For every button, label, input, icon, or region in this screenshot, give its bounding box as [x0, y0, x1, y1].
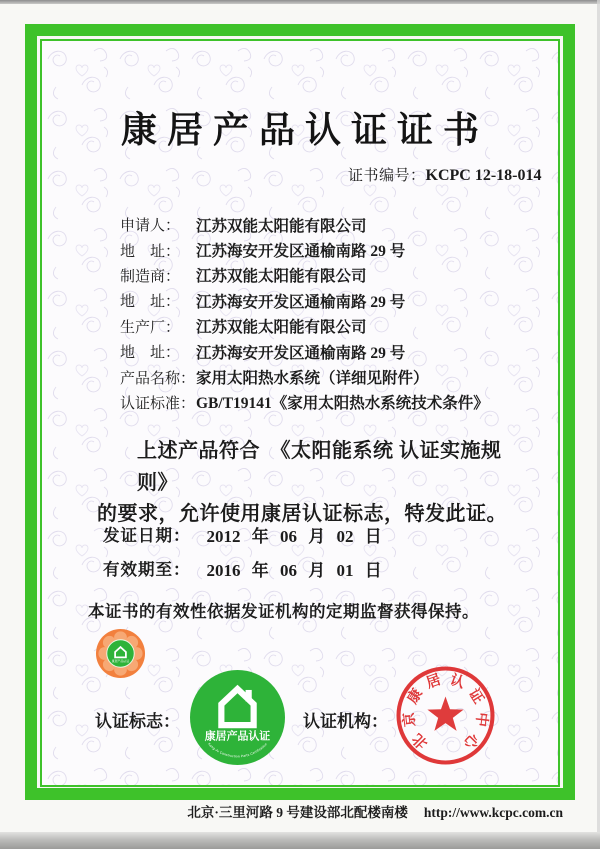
- field-label: 地 址：: [120, 345, 181, 362]
- field-label: 生产厂：: [120, 319, 181, 336]
- field-label: 认证标准：: [120, 395, 196, 412]
- certificate-title: 康居产品认证证书: [120, 110, 489, 150]
- field-value: 江苏海安开发区通榆南路 29 号: [196, 243, 406, 261]
- expiry-date-value: 2016 年 06 月 01 日: [206, 560, 382, 580]
- issue-date-value: 2012 年 06 月 02 日: [206, 526, 382, 546]
- seal-star-icon: [427, 697, 463, 731]
- field-row-standard: [120, 390, 556, 415]
- certification-mark-label: 认证标志：: [95, 712, 180, 731]
- info-fields: [120, 212, 556, 415]
- field-row-address-3: [120, 339, 556, 364]
- date-fields: [103, 517, 382, 585]
- kangju-certification-logo: [190, 670, 285, 765]
- field-label: 地 址：: [120, 243, 181, 260]
- validity-note: 本证书的有效性依据发证机构的定期监督获得保持。: [88, 602, 479, 621]
- certificate-number-value: KCPC 12-18-014: [425, 167, 542, 184]
- issue-date-row: [103, 517, 382, 551]
- field-value: 江苏双能太阳能有限公司: [196, 217, 367, 235]
- logo-subtext: Kang-Ju Construction Parts Certification: [206, 742, 269, 759]
- field-row-manufacturer: [120, 263, 556, 288]
- footer: [0, 801, 563, 821]
- svg-text:京: 京: [401, 711, 419, 728]
- scan-edge-top: [0, 0, 600, 4]
- svg-text:心: 心: [459, 729, 482, 752]
- svg-text:居: 居: [424, 671, 444, 692]
- svg-text:证: 证: [465, 686, 487, 707]
- field-value: 江苏双能太阳能有限公司: [196, 268, 367, 286]
- svg-text:北: 北: [409, 729, 432, 752]
- field-label: 产品名称：: [120, 370, 196, 387]
- field-row-factory: [120, 314, 556, 339]
- field-row-address-2: [120, 288, 556, 313]
- logo-text: 康居产品认证: [204, 730, 271, 743]
- field-row-address-1: [120, 237, 556, 262]
- field-label: 地 址：: [120, 294, 181, 311]
- certificate-number: [348, 164, 542, 185]
- scan-edge-bottom: [0, 832, 600, 849]
- field-label: 申请人：: [120, 218, 181, 235]
- expiry-date-row: [103, 551, 382, 585]
- field-value: 家用太阳热水系统（详细见附件）: [196, 370, 429, 388]
- beijing-kangju-red-seal: [394, 664, 497, 767]
- field-value: 江苏海安开发区通榆南路 29 号: [196, 293, 406, 311]
- svg-text:中: 中: [472, 711, 490, 728]
- field-label: 制造商：: [120, 268, 181, 285]
- statement-line-1: 上述产品符合 《太阳能系统 认证实施规则》: [137, 440, 502, 494]
- footer-address: 北京·三里河路 9 号建设部北配楼南楼: [187, 805, 408, 820]
- field-value: GB/T19141《家用太阳热水系统技术条件》: [196, 395, 489, 413]
- certification-agency-label: 认证机构：: [303, 712, 388, 731]
- expiry-date-label: 有效期至：: [103, 560, 191, 579]
- statement-line-2: 的要求，允许使用康居认证标志，特发此证。: [97, 503, 507, 525]
- certificate-number-label: 证书编号：: [348, 168, 426, 184]
- svg-text:认: 认: [447, 671, 467, 692]
- footer-url: http://www.kcpc.com.cn: [423, 805, 563, 820]
- issue-date-label: 发证日期：: [103, 526, 191, 545]
- field-row-applicant: [120, 212, 556, 237]
- hologram-sticker: [95, 628, 146, 679]
- hologram-text: 康居产品认证: [111, 659, 130, 664]
- field-value: 江苏海安开发区通榆南路 29 号: [196, 344, 406, 362]
- field-row-product-name: [120, 364, 556, 389]
- svg-text:康: 康: [404, 686, 426, 707]
- field-value: 江苏双能太阳能有限公司: [196, 319, 367, 337]
